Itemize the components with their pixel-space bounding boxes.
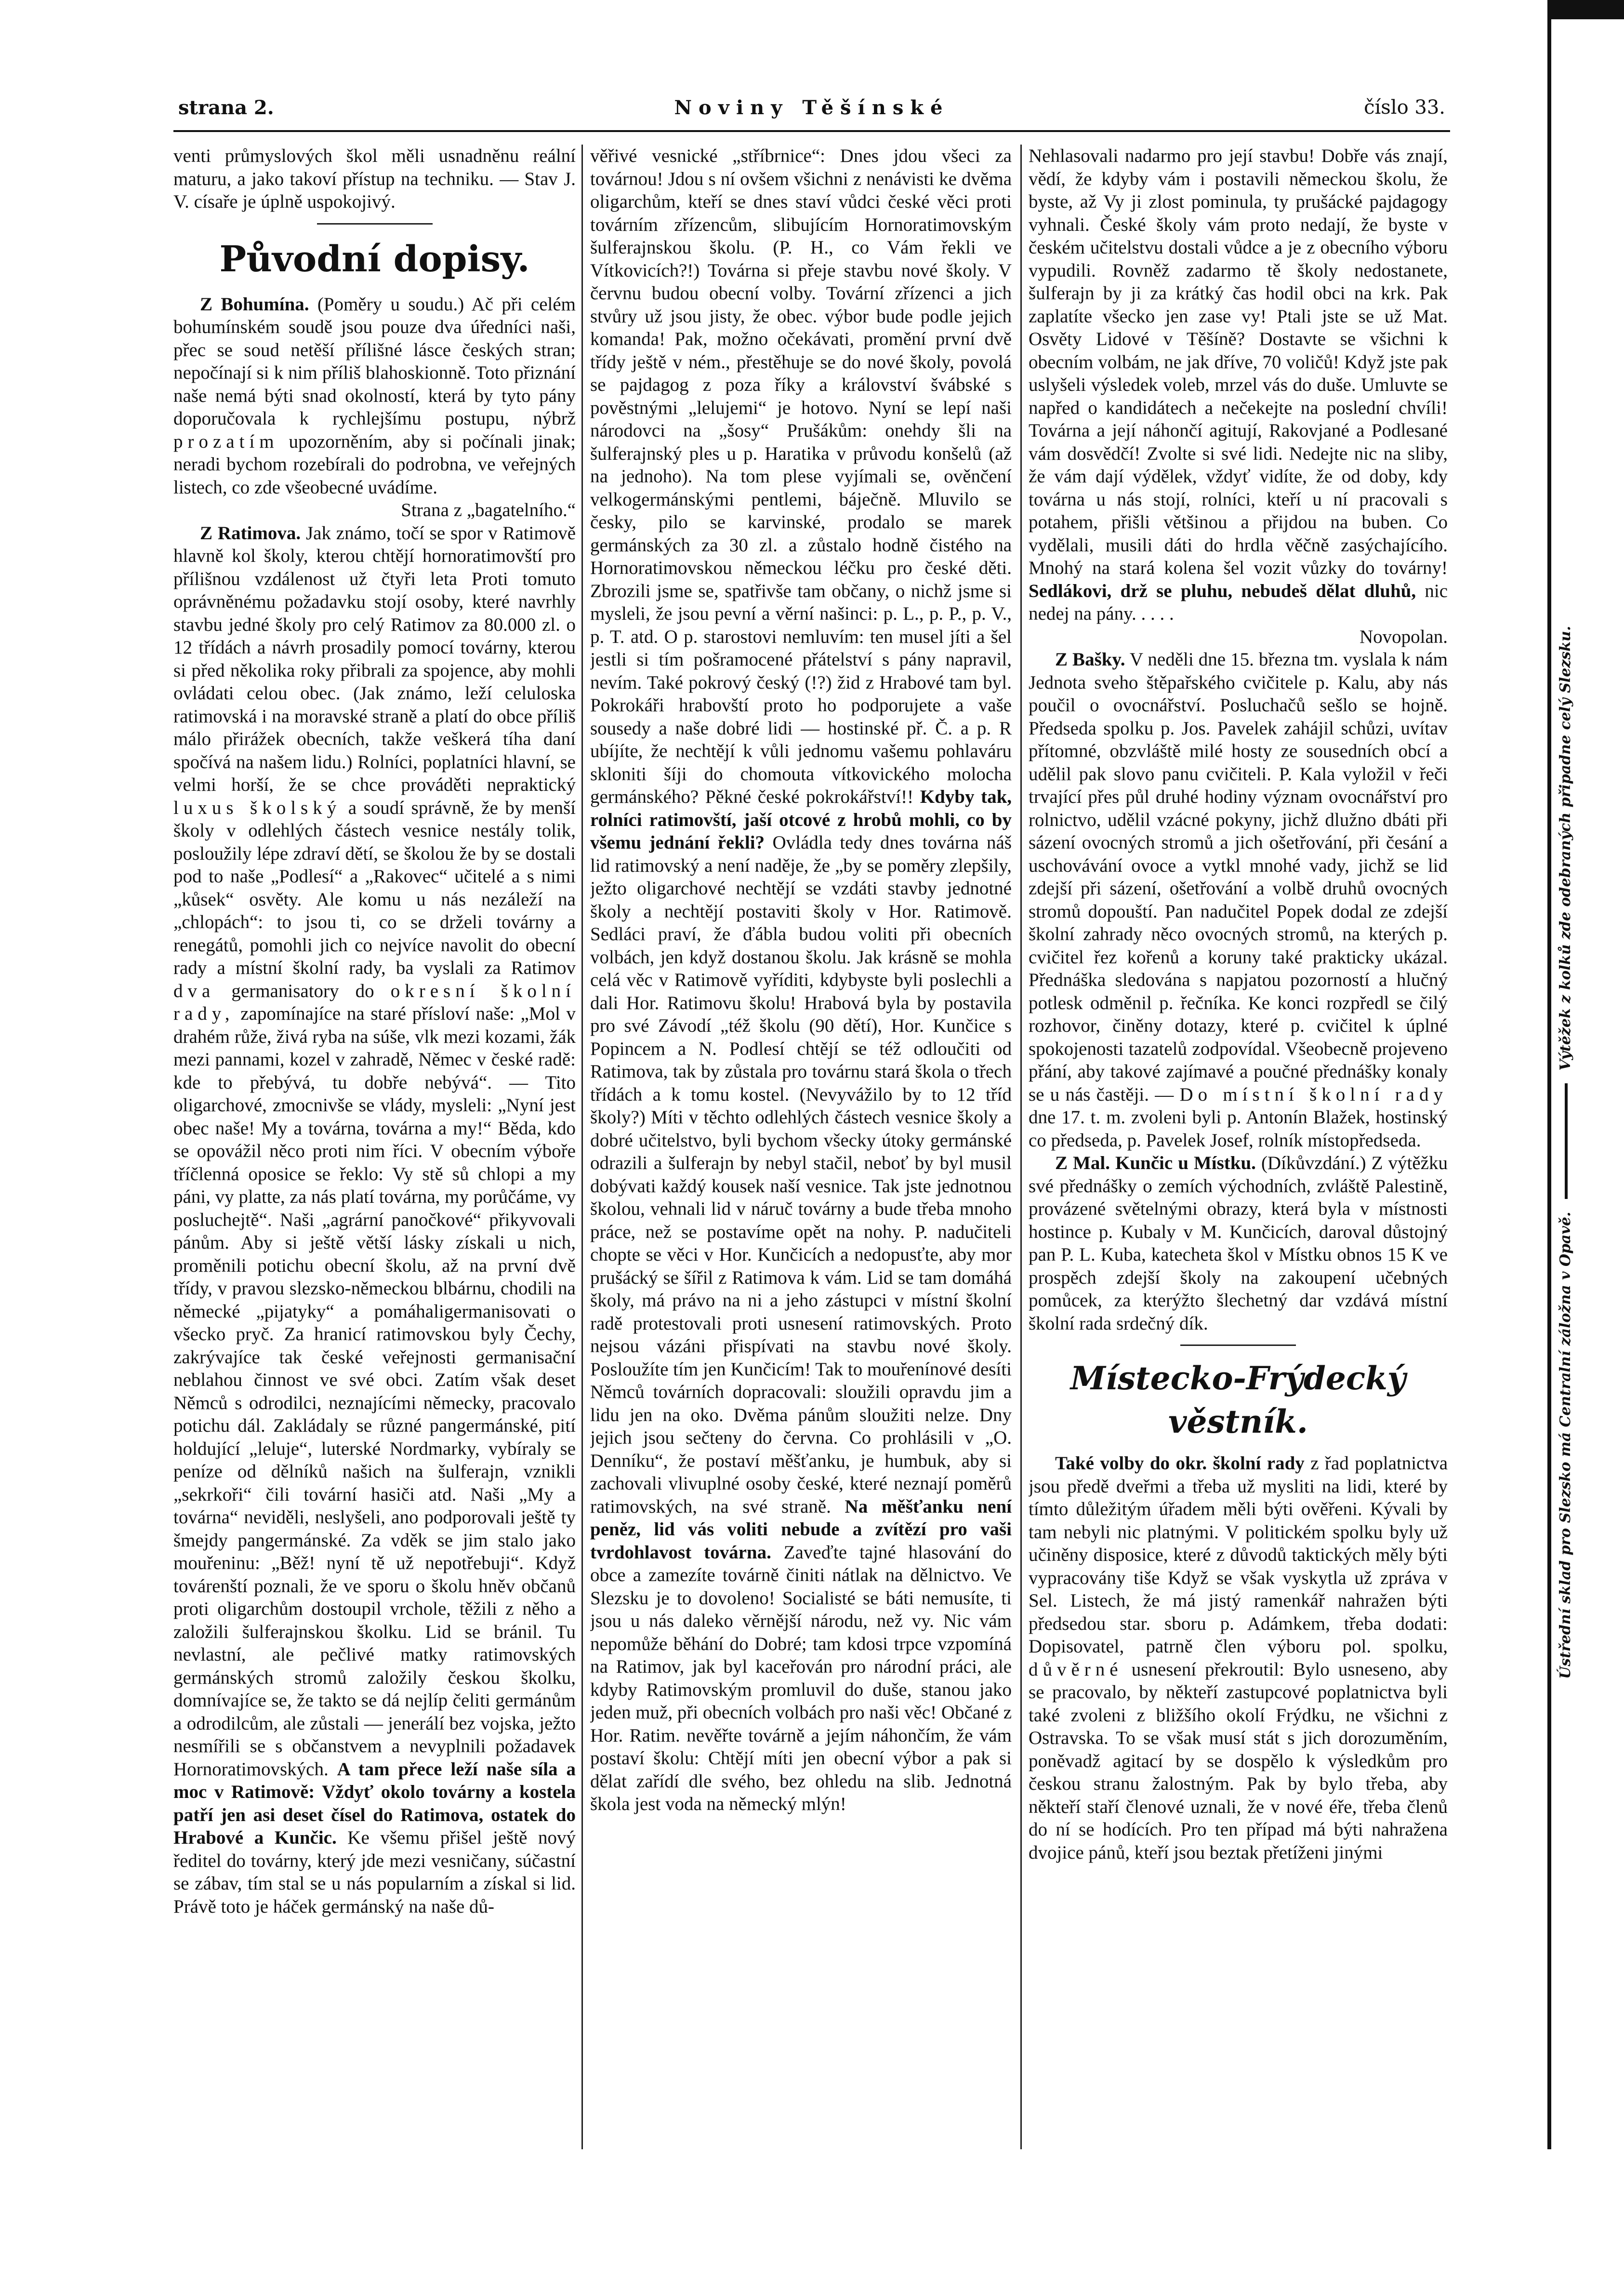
article-dateline: Z Bohumína. <box>200 293 309 315</box>
article-mistek <box>1029 1452 1448 1864</box>
article-text: usnesení překroutil: Bylo usneseno, aby se pracovalo, by někteří zastupcové poplatnictva byli také zvoleni z bližšího okolí Frýdku, ne všichni z Ostravska. To se však musí stát s jich dorozuměním, poněvadž agitací by se dospělo k výsledkům pro českou stranu žalostným. Pak by bylo třeba, aby někteří staří členové uznali, že v nové éře, třeba členů do ní se hodících. Pro ten případ má býti nahražena dvojice pánů, kteří jsou beztak přetíženi jinými <box>1029 1659 1448 1863</box>
article-text: a soudí správně, že by menší školy v odlehlých částech vesnice nestály tolik, posloužily lépe zdraví dětí, se školou že by se dostali pod to naše „Podlesí“ a „Rakovec“ učitelé a s nimi „kůsek“ osvěty. Ale komu u nás nezáleží na „chlopách“: to jsou ti, co se drželi továrny a renegátů, pomohli jich co nejvíce navolit do obecní rady a místní školní rady, ba vyslali za Ratimov <box>173 797 576 978</box>
article-text: věřivé vesnické „stříbrnice“: Dnes jdou všeci za továrnou! Jdou s ní ovšem všichni z nenávisti ke dvěma oligarchům, kteří se dnes staví vůdci české věci proti továrním zřízencům, slibujícím Hornoratimovským šulferajnskou školu. (P. H., co Vám řekli ve Vítkovicích?!) Továrna si přeje stavbu nové školy. V červnu budou obecní volby. Tovární zřízenci a jich stvůry už jsou jisty, že obec. výbor bude podle jejich komanda! Pak, možno očekávati, promění první dvě třídy ještě v ném., přestěhuje se do nové školy, povolá se pajdagog z poza říky a království švábské s pověstnými „lelujemi“ je hotovo. Nyní se lepí naši národovci na „šosy“ Prušákům: onehdy šli na šulferajnský ples u p. Haratika v průvodu konšelů (až na jednoho). Na tom plese vyjímali se, ověnčení velkogermánskými pentlemi, báječně. Mluvilo se česky, pilo se karvinské, prodalo se marek germánských za 30 zl. a zůstalo hodně čistého na Hornoratimovskou německou léčku pro české děti. Zbrozili jsme se, spatřivše tam občany, o nichž jsme si mysleli, že jsou pevní a věrní našinci: p. L., p. P., p. V., p. T. atd. O p. starostovi nemluvím: ten musel jíti a šel jestli si tím pošramocené přátelství s pány napravil, nevím. Také pokrový český (!?) žid z Hrabové tam byl. Pokrokáři hrabovští proto ho podporujete a vaše sousedy a naše dobré lidi — hostinské př. Č. a p. R ubíjíte, že nechtějí k vůli jednomu vašemu pohlaváru skloniti šíji do chomouta vítkovického molocha germánského? Pěkné české pokrokářství!! <box>590 146 1012 807</box>
article-text: dne 17. t. m. zvoleni byli p. Antonín Blažek, hostinský co předseda, p. Pavelek Josef, rolník místopředseda. <box>1029 1107 1448 1151</box>
article-ratimov-continued <box>590 145 1012 1816</box>
margin-frame <box>1547 0 1624 19</box>
article-baska <box>1029 648 1448 1152</box>
article-bold: A tam přece leží naše síla a moc v Ratimově: Vždyť okolo továrny a kostela patří jen asi deset čísel do Ratimova, ostatek do Hrabové a Kunčic. <box>173 1758 576 1848</box>
section-heading: Původní dopisy. <box>219 238 530 280</box>
page-number: strana 2. <box>178 96 274 119</box>
article-ratimov <box>173 522 576 1918</box>
article-bold: Také volby do okr. školní rady <box>1055 1453 1305 1474</box>
section-divider <box>1180 1344 1296 1346</box>
article-text: Ke všemu přišel ještě nový ředitel do továrny, který jde mezi vesničany, súčastní se zábav, tím stal se u nás popularním a získal si lid. Právě toto je háček germánský na naše dů- <box>173 1827 576 1917</box>
article-bold: Na měšťanku není peněz, lid vás voliti nebude a zvítězí pro vaši tvrdohlavost továrna. <box>590 1496 1012 1563</box>
margin-frame <box>1547 0 1551 2149</box>
article-text: Jak známo, točí se spor v Ratimově hlavně kol školy, kterou chtějí hornoratimovští pro přílišnou vzdálenost už čtyři leta Proti tomuto oprávněnému požadavku stojí osoby, které navrhly stavbu jedné školy pro celý Ratimov za 80.000 zl. o 12 třídách a návrh prosadily pomocí továrny, kterou si před několika roky přibrali za spojence, aby mohli ovládati celou obec. (Jak známo, leží celuloska ratimovská i na moravské straně a platí do obce příliš málo přirážek obecních, takže veškerá tíha daní spočívá na našem lidu.) Rolníci, poplatníci hlavní, se velmi horší, že se chce prováděti nepraktický <box>173 522 576 795</box>
article-bohumin <box>173 293 576 499</box>
column-2 <box>590 145 1012 2149</box>
article-text: zapomínajíce na staré přísloví naše: „Mol v drahém růže, živá ryba na súše, vlk mezi kozami, žák mezi pannami, kozel v zahradě, Němec v české radě: kde to přebývá, tu dobře nebývá“. — Tito oligarchové, zmocnivše se vlády, mysleli: „Nyní jest obec naše! My a továrna, továrna a my!“ Běda, kdo se opovážil něco proti nim říci. V obecním výboře tříčlenná oposice se řeklo: Vy stě sů chlopi a my páni, vy platte, za nás platí továrna, my porůčáme, vy posluchejtě“. Naši „agrární panočkové“ přikyvovali pánům. Aby si ještě větší lásky získali u nich, proměnili potichu obecní školu, až na první dvě třídy, v pravou slezsko-německou blbárnu, chodili na německé „pijatyky“ a pomáhaligermanisovati o všecko pryč. Za hranicí ratimovskou byly Čechy, zakrývajíce tak české veřejnosti germanisační neblahou činnost ve své obci. Zatím však deset Němců s odrodilci, neznajícími německy, pracovalo potichu dál. Zakládaly se různé pangermánské, pití holdující „leluje“, luterské Nordmarky, vybíraly se peníze od dělníků našich na šulferajn, vznikli „sekrkoři“ čili tovární hasiči atd. Naši „My a továrna“ neviděli, neslyšeli, ano podporovali ještě ty šmejdy pangermánské. Za vděk se jim stalo jako mouřeninu: „Běž! nyní tě už nepotřebuji“. Když továrenští poznali, že ve sporu o školu hněv občanů proti oligarchům dostoupil vrchole, těžili z něho a založili šulferajnskou školku. Lid se bránil. Tu nevlastní, ale pečlivé matky ratimovských germánských stromů založily českou školku, domnívajíce se, že takto se dá nejlíp čeliti germánům a odrodilcům, ale zůstali — jenerálí bez vojska, ježto nesmířili se s občanstvem a nevyplnili požadavek Hornoratimovských. <box>173 1003 576 1780</box>
article-emphasis: prozatím <box>173 431 279 452</box>
margin-banner <box>1557 618 1574 1687</box>
margin-banner-text: Ústřední sklad pro Slezsko má Centralní záložna v Opavě. <box>1557 1211 1574 1679</box>
article-kuncice <box>1029 1152 1448 1335</box>
margin-banner-text: Výtěžek z kolků zde odebraných připadne celý Slezsku. <box>1557 626 1574 1071</box>
column-rule <box>1020 145 1022 2149</box>
intro-paragraph: venti průmyslových škol měli usnadněnu reální maturu, a jako takoví přístup na techniku. — Stav J. V. císaře je úplně uspokojivý. <box>173 146 576 212</box>
margin-banner-separator <box>1565 1083 1568 1199</box>
article-text: germanisatory do <box>231 980 374 1001</box>
issue-number: číslo 33. <box>1364 96 1445 119</box>
article-dateline: Z Mal. Kunčic u Místku. <box>1055 1153 1256 1173</box>
article-text: Nehlasovali nadarmo pro její stavbu! Dobře vás znají, vědí, že kdyby vám i postavili německou školu, že byste, až Vy ji zlost pominula, ty prušácké pajdagogy vyhnali. České školy vám proto nedají, že byste v českém učitelstvu dostali vůdce a je z obecního výboru vypudili. Rovněž zadarmo tě školy nedostanete, šulferajn by ji za krátký čas hodil obci na krk. Pak zaplatíte všecko jen zase vy! Ptali jste se už Mat. Osvěty Lidové v Těšíně? Dostavte se všichni k obecním volbám, ne jak dříve, 70 voličů! Když jste pak uslyšeli výsledek voleb, mrzel vás do duše. Umluvte se napřed o kandidátech a nečekejte na poslední chvíli! Továrna a její náhončí agitují, Rakovjané a Podlesané vám dosvědčí! Zvolte si své lidi. Nedejte nic na sliby, že vám dají výdělek, vždyť vidíte, že od doby, kdy továrna u nás stojí, rolníci, kteří u ní pracovali s potahem, přišli většinou a přijdou na buben. Co vydělali, musili dáti do hrdla věčně zasýchajícího. Mnohý na stará kolena šel vozit vůzky do továrny! <box>1029 146 1448 578</box>
page-header <box>173 96 1450 132</box>
column-3 <box>1029 145 1448 2149</box>
article-dateline: Z Bašky. <box>1055 649 1125 670</box>
article-emphasis: Do místní školní rady <box>1179 1084 1448 1105</box>
article-emphasis: důvěrné <box>1029 1659 1123 1680</box>
article-text: upozorněním, aby si počínali jinak; neradi bychom rozebírali do podrobna, ve veřejných listech, co zde všeobecné uvádíme. <box>173 431 576 498</box>
newspaper-title: Noviny Těšínské <box>674 96 950 119</box>
article-signature: Strana z „bagatelního.“ <box>401 500 576 520</box>
article-text: Zaveďte tajné hlasování do obce a zamezíte továrně činiti nátlak na dělnictvo. Ve Slezsku je to dovoleno! Socialisté se báti nemusíte, ti jsou u nás daleko věrnější národu, než vy. Nic vám nepomůže běhání do Dobré; tam kdosi trpce vzpomíná na Ratimov, jak byl kaceřován pro národní práci, ale kdyby Ratimovským promluvil do duše, stanou jako jeden muž, při obecních volbách pro naši věc! Občané z Hor. Ratim. nevěřte továrně a jejím náhončím, že vám postaví školu: Chtějí míti jen obecní výbor a pak si dělat zařídí dle svého, bez ohledu na slib. Jednotná škola jest voda na německý mlýn! <box>590 1542 1012 1814</box>
article-bold: Kdyby tak, rolníci ratimovští, jaší otcové z hrobů mohli, co by všemu jednání řekli? <box>590 786 1012 853</box>
article-signature: Novopolan. <box>1359 626 1448 647</box>
article-text: z řad poplatnictva jsou předě dveřmi a třeba už mysliti na lidi, které by tímto důležitým úřadem měli býti ověřeni. Kývali by tam nebyli nic platnými. V politickém spolku byly už učiněny disposice, které z důvodů taktických měly býti vypracovány tiše Když se však vyskytla už zpráva v Sel. Listech, že má jistý ramenkář nahražen býti předsedou star. sboru p. Adámkem, třeba dodati: Dopisovatel, patrně člen výboru pol. spolku, <box>1029 1453 1448 1657</box>
column-1 <box>173 145 576 2149</box>
article-text: V neděli dne 15. března tm. vyslala k nám Jednota sveho štěpařského cvičitele p. Kalu, aby nás poučil o ovocnářství. Posluchačů sešlo se hojně. Předseda spolku p. Jos. Pavelek zahájil schůzi, uvítav přítomné, obzvláště milé hosty ze sousedních obcí a udělil pak slovo panu cvičiteli. P. Kala vyložil v řeči trvající přes půl druhé hodiny význam ovocnářství pro rolnictvo, udělil vzácné pokyny, jichž dlužno dbáti při sázení ovocných stromů a jich ošetřování, při česání a uschovávání ovoce a vytkl mnohé vady, jichž se lid zdejší při sázení, ošetřování a volbě druhů ovocných stromů dopouští. Pan nadučitel Popek dodal ze zdejší školní zahrady něco ovocných stromů, na kterých p. cvičitel řez kořenů a koruny také prakticky ukázal. Přednáška sledována s napjatou pozorností a hlučný potlesk odměnil p. řečníka. Ke konci rozpředl se čilý rozhovor, činěny dotazy, které p. cvičitel k úplné spokojenosti tazatelů zodpovídal. Všeobecně projeveno přání, aby takové zajímavé a poučné přednášky konaly se u nás častěji. — <box>1029 649 1448 1105</box>
article-text: Ovládla tedy dnes továrna náš lid ratimovský a není naděje, že „by se poměry zlepšily, ježto oligarchové nechtějí se vzdáti stavby jednotné školy a nechtějí postaviti školy v Hor. Ratimově. Sedláci praví, že ďábla budou voliti při obecních volbách, jen když dostanou školu. Jak krásně se mohla celá věc v Ratimově vyříditi, kdybyste byli poslechli a dali Hor. Ratimovu školu! Hrabová byla by postavila pro své Závodí „též školu (90 dětí), Hor. Kunčice s Popincem a N. Podlesí chtějí se též odloučiti od Ratimova, tak by zůstala pro továrnu stará škola o třech třídách a k tomu kostel. (Nevyvážilo by to 12 tříd školy?) Míti v těchto odlehlých částech vesnice školy a dobré učitelstvo, byli bychom všecky útoky germánské odrazili a šulferajn by nebyl stačil, neboť by byl musil dobývati každý kousek naší vesnice. Tak jste jednotnou školou, vehnali lid v náruč továrny a bude třeba mnoho práce, než se postavíme opět na nohy. P. nadučiteli chopte se věci v Hor. Kunčicích a nedopusťte, aby mor prušácký se šířil z Ratimova k vám. Lid se tam domáhá školy, má právo na ni a jeho zástupci v místní školní radě protestovali proti usnesení ratimovských. Proto nejsou vázáni přispívati na stavbu nové školy. Posloužíte tím jen Kunčicím! Tak to mouřenínové desíti Němců továrních dopracovali: sloužili opravdu jim a lidu jen na oko. Dvěma pánům sloužiti nelze. Dny jejich jsou sečteny do června. Co prohlásili v „O. Denníku“, že postaví měšťanku, je humbuk, aby si zachovali vlivuplné osoby české, které neznají poměrů ratimovských, na své straně. <box>590 832 1012 1517</box>
article-bold: Sedlákovi, drž se pluhu, nebudeš dělat dluhů, <box>1029 580 1416 601</box>
article-text: (Poměry u soudu.) Ač při celém bohumínském soudě jsou pouze dva úředníci naši, přec se soud netěší přílišné lásce českých stran; nepočínají si k nim příliš blahoskionně. Toto přiznání naše nemá býti snad okolností, která by tyto pány doporučovala k rychlejšímu postupu, nýbrž <box>173 293 576 429</box>
section-heading: Místecko-Frýdecký věstník. <box>1070 1359 1406 1440</box>
section-divider <box>317 223 433 225</box>
article-text: nic nedej na pány. . . . . <box>1029 580 1448 624</box>
article-emphasis: okresní školní rady, <box>173 980 576 1024</box>
article-emphasis: dva <box>173 980 215 1001</box>
article-emphasis: luxus školský <box>173 797 342 818</box>
column-rule <box>581 145 583 2149</box>
article-dateline: Z Ratimova. <box>200 522 301 544</box>
article-text: (Díkůvzdání.) Z výtěžku své přednášky o zemích východních, zvláště Palestině, provázené světelnými obrazy, která byla v místnosti hostince p. Kubaly v M. Kunčicích, daroval důstojný pan P. L. Kuba, katecheta škol v Místku obnos 15 K ve prospěch zdejší školy na zakoupení učebných pomůcek, za kterýžto šlechetný dar vzdává místní školní rada srdečný dík. <box>1029 1153 1448 1334</box>
article-ratimov-end <box>1029 145 1448 626</box>
